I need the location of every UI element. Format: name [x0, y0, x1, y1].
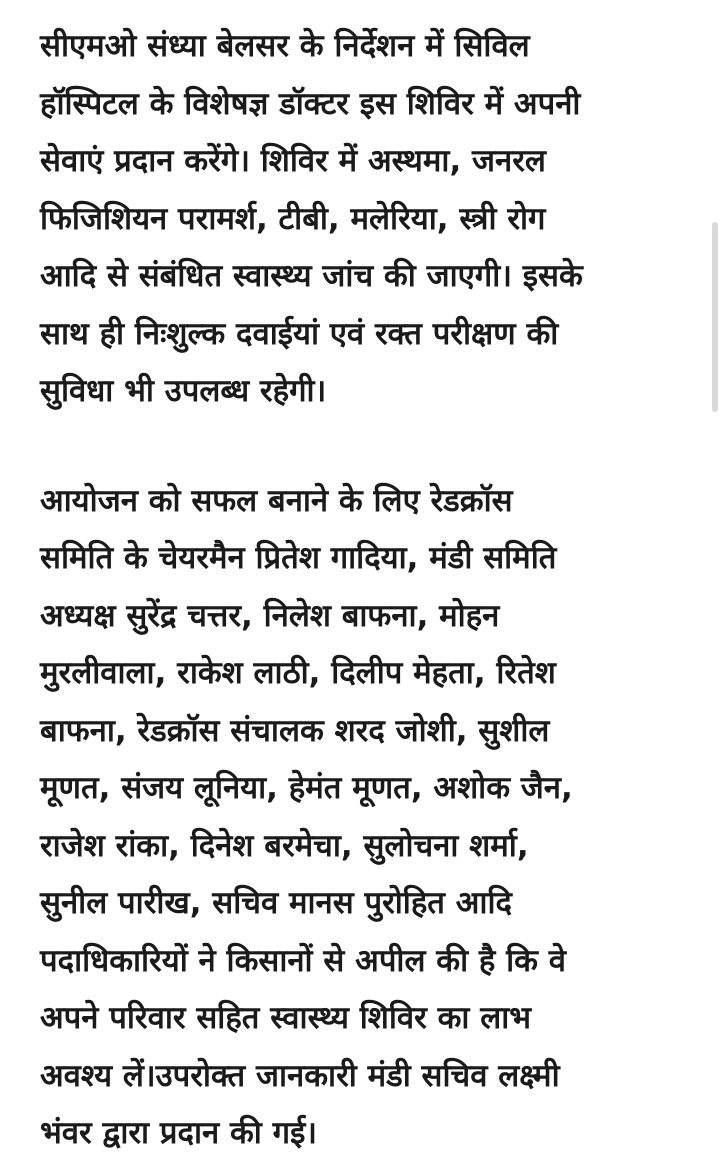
paragraph-1	[40, 18, 690, 421]
text-line: आदि से संबंधित स्वास्थ्य जांच की जाएगी। इसके	[40, 258, 583, 294]
text-line: भंवर द्वारा प्रदान की गई।	[40, 1115, 318, 1151]
text-line: मुरलीवाला, राकेश लाठी, दिलीप मेहता, रितेश	[40, 655, 556, 691]
text-line: हॉस्पिटल के विशेषज्ञ डॉक्टर इस शिविर में अपनी	[40, 85, 581, 122]
text-line: सेवाएं प्रदान करेंगे। शिविर में अस्थमा, जनरल	[40, 143, 546, 179]
text-line: साथ ही निःशुल्क दवाईयां एवं रक्त परीक्षण की	[40, 315, 559, 352]
scrollbar-thumb[interactable]	[712, 222, 718, 412]
paragraph-2	[40, 473, 690, 1163]
text-line: सुनील पारीख, सचिव मानस पुरोहित आदि	[40, 885, 512, 921]
article-body	[40, 18, 690, 1163]
text-line: आयोजन को सफल बनाने के लिए रेडक्रॉस	[40, 482, 513, 519]
text-line: समिति के चेयरमैन प्रितेश गादिया, मंडी समिति	[40, 540, 557, 576]
text-line: अध्यक्ष सुरेंद्र चत्तर, निलेश बाफना, मोहन	[40, 597, 500, 634]
text-line: राजेश रांका, दिनेश बरमेचा, सुलोचना शर्मा,	[40, 827, 529, 864]
text-line: अपने परिवार सहित स्वास्थ्य शिविर का लाभ	[40, 1000, 532, 1036]
text-line: बाफना, रेडक्रॉस संचालक शरद जोशी, सुशील	[40, 712, 550, 749]
text-line: फिजिशियन परामर्श, टीबी, मलेरिया, स्त्री रोग	[40, 200, 546, 237]
text-line: अवश्य लें।उपरोक्त जानकारी मंडी सचिव लक्ष्मी	[40, 1057, 560, 1094]
paragraph-spacer	[40, 421, 690, 473]
text-line: सीएमओ संध्या बेलसर के निर्देशन में सिविल	[40, 28, 530, 64]
scrollbar[interactable]	[710, 222, 720, 412]
text-line: पदाधिकारियों ने किसानों से अपील की है कि वे	[40, 942, 567, 979]
text-line: सुविधा भी उपलब्ध रहेगी।	[40, 373, 327, 409]
text-line: मूणत, संजय लूनिया, हेमंत मूणत, अशोक जैन,	[40, 770, 573, 806]
